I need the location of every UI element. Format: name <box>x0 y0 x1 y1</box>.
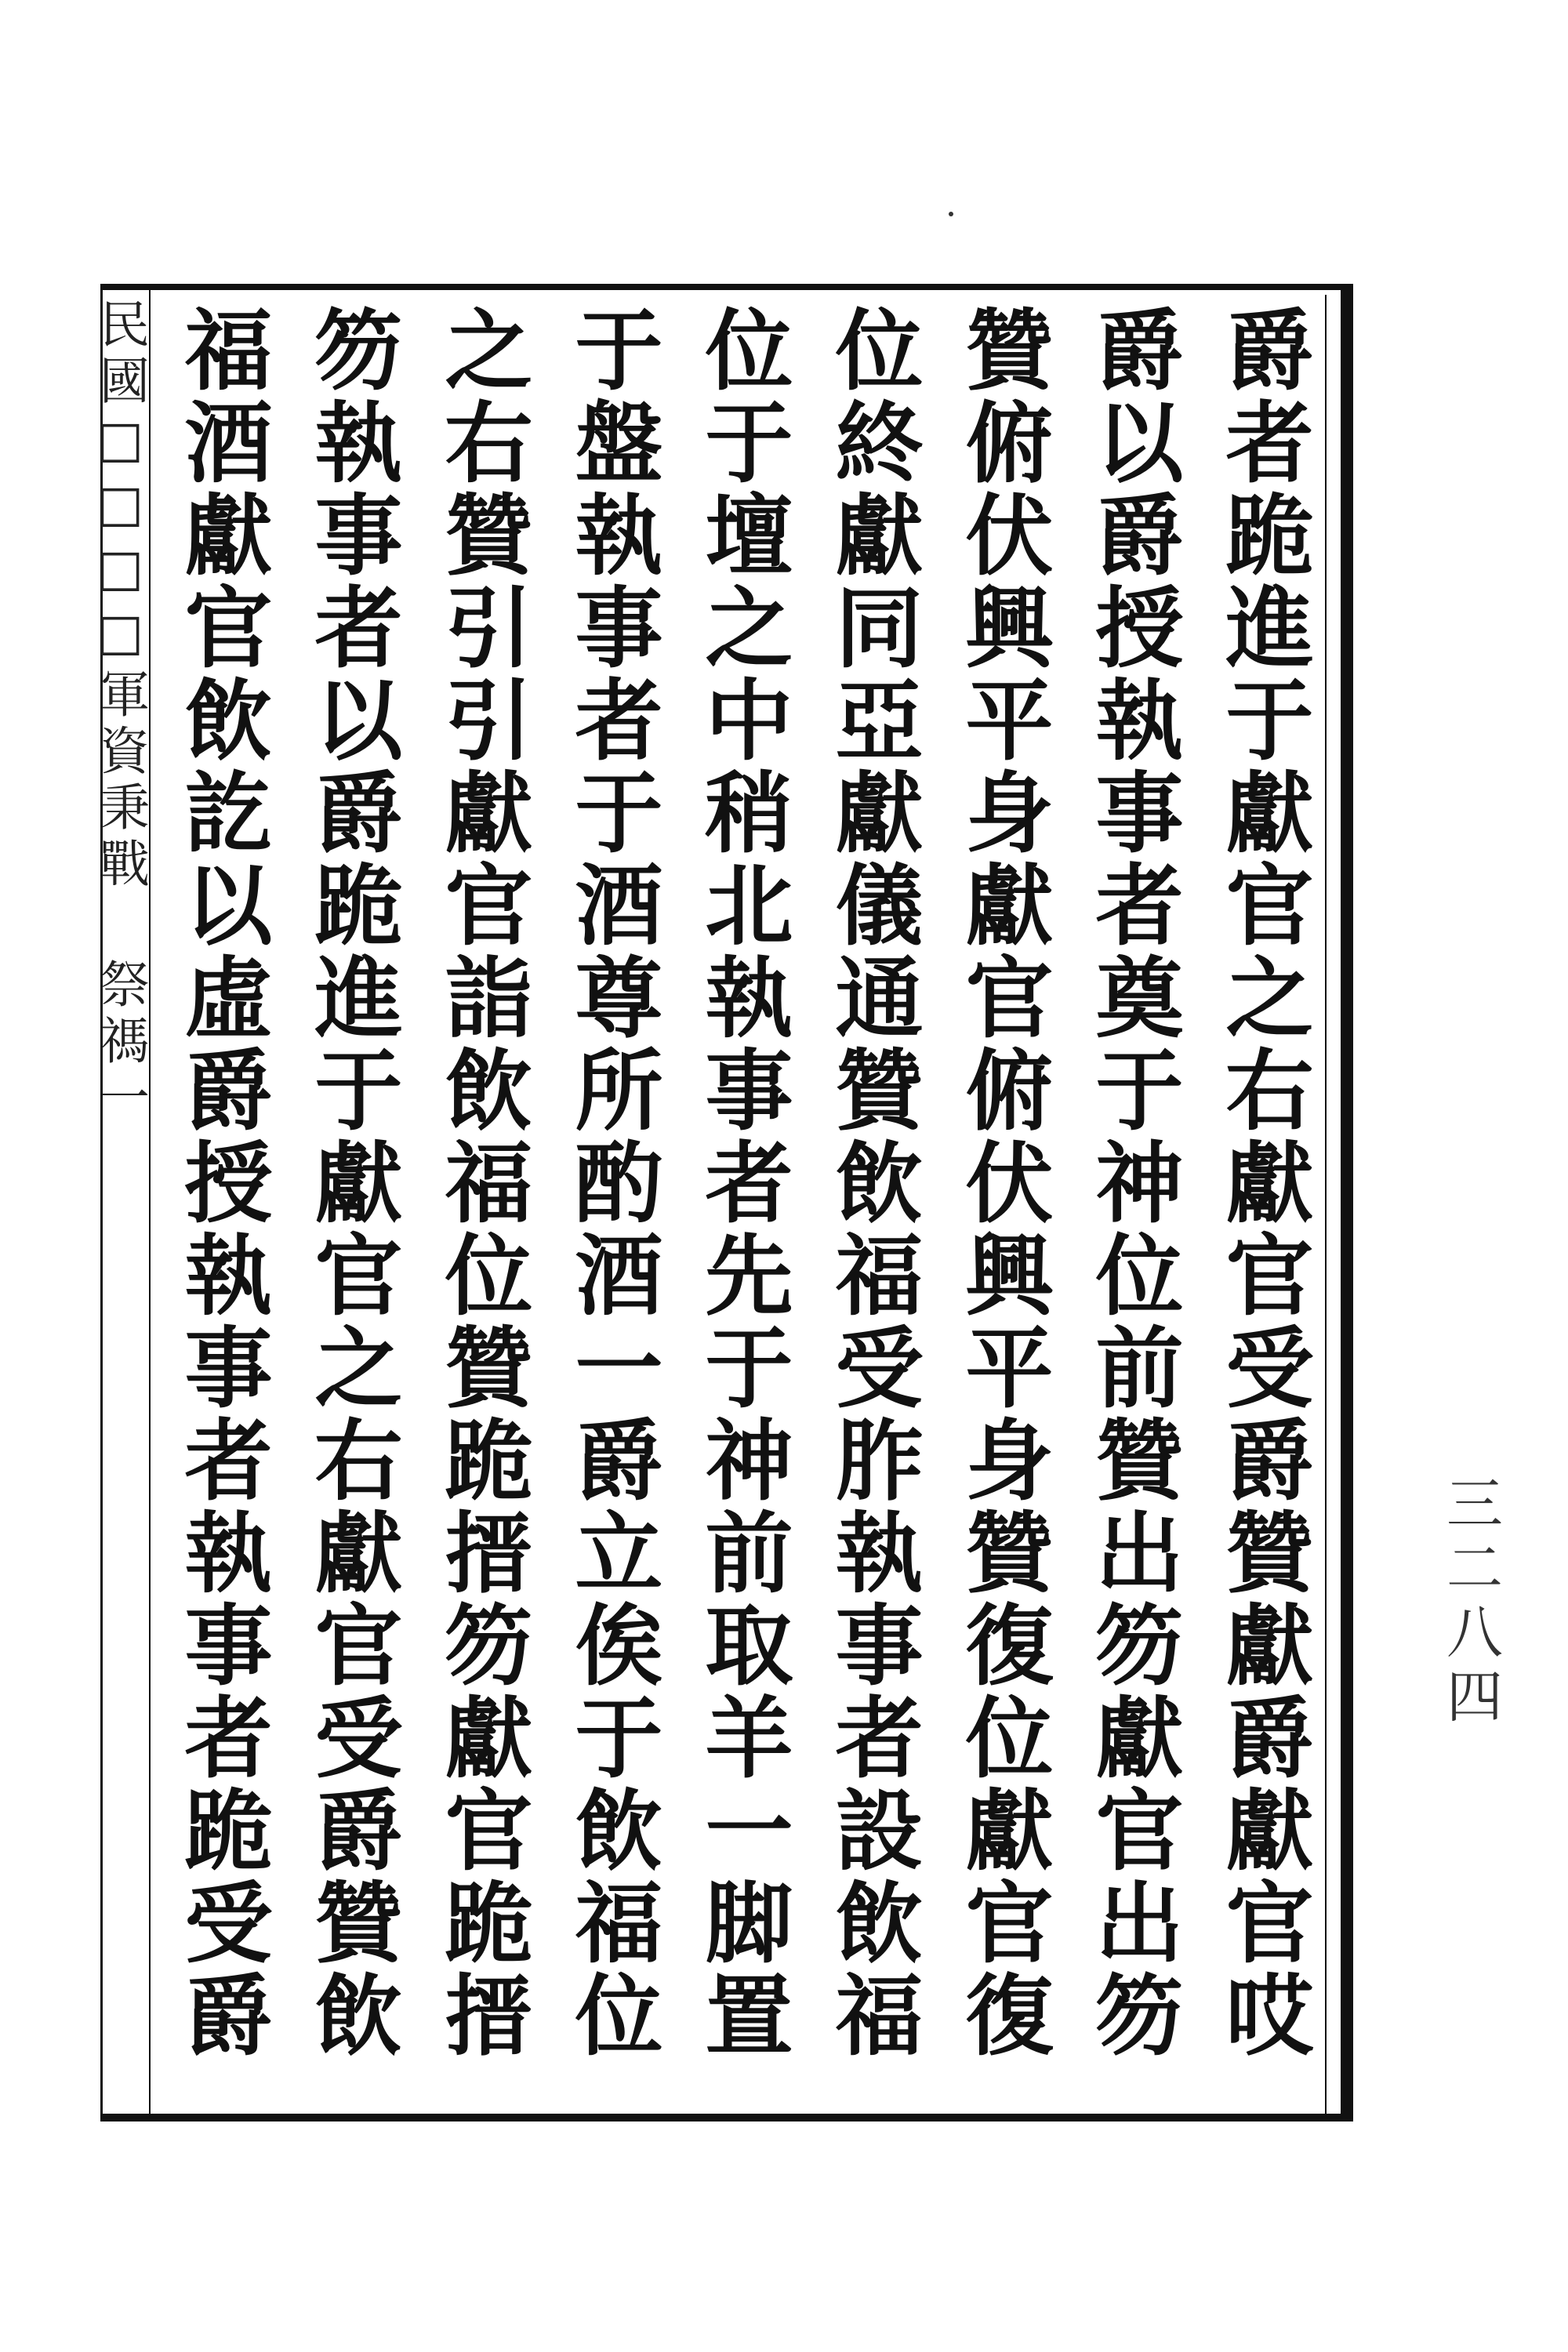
text-column-3: 贊俯伏興平身獻官俯伏興平身贊復位獻官復 <box>951 304 1054 2062</box>
text-column-1: 爵者跪進于獻官之右獻官受爵贊獻爵獻官哎 <box>1211 304 1314 2062</box>
frame-inner-rule <box>1325 295 1327 2114</box>
text-column-5: 位于壇之中稍北執事者先于神前取羊一脚置 <box>691 304 793 2062</box>
text-column-8: 笏執事者以爵跪進于獻官之右獻官受爵贊飲 <box>300 304 403 2062</box>
text-column-2: 爵以爵授執事者奠于神位前贊出笏獻官出笏 <box>1081 304 1184 2062</box>
page-number: 三二八四 <box>1437 1474 1503 1731</box>
text-column-6: 于盤執事者于酒尊所酌酒一爵立俟于飲福位 <box>561 304 663 2062</box>
text-column-4: 位終獻同亞獻儀通贊飲福受胙執事者設飲福 <box>821 304 924 2062</box>
ink-speck <box>949 212 953 216</box>
text-column-9: 福酒獻官飲訖以虛爵授執事者執事者跪受爵 <box>170 304 273 2062</box>
text-column-7: 之右贊引引獻官詣飲福位贊跪搢笏獻官跪搢 <box>430 304 533 2062</box>
margin-rule <box>149 290 151 2117</box>
margin-title: 民國□□□□軍資秉戰 祭禡一 <box>91 298 149 1127</box>
